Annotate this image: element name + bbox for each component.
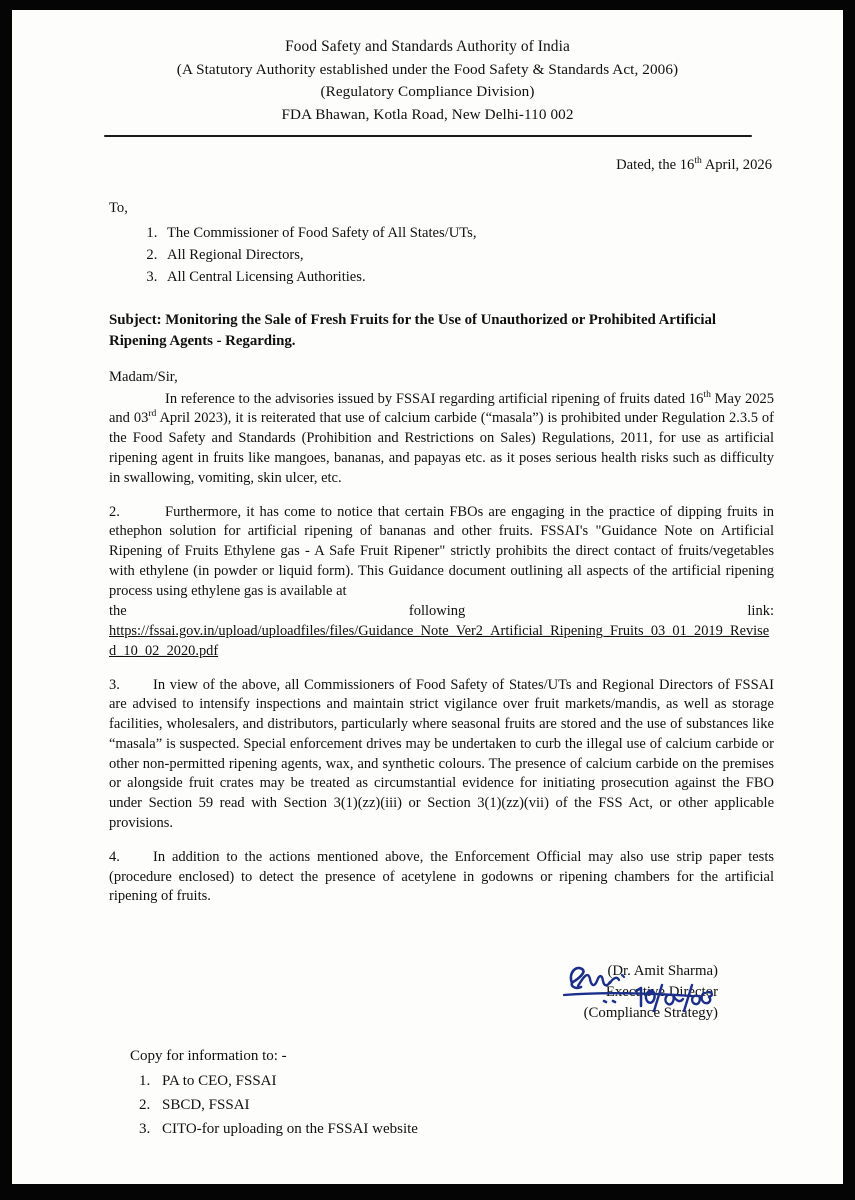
signatory-name: (Dr. Amit Sharma)	[607, 963, 718, 980]
subject-line: Subject: Monitoring the Sale of Fresh Fruits for the Use of Unauthorized or Prohibited Artificial Ripening Agents - Regarding.	[109, 312, 716, 349]
to-label: To,	[109, 200, 128, 217]
copy-for-information-title: Copy for information to: -	[130, 1048, 287, 1064]
document-page	[12, 10, 843, 1184]
date-line	[109, 156, 774, 176]
guidance-note-url-wrap[interactable]	[109, 622, 774, 661]
paragraph-4	[109, 848, 774, 907]
list-item: 3. CITO-for uploading on the FSSAI website	[154, 1117, 418, 1141]
paragraph-2-link-lead	[109, 601, 774, 622]
paragraph-2	[109, 503, 774, 602]
paragraph-1-text-b: May 2025 and 03	[109, 390, 774, 427]
statutory-authority-line: (A Statutory Authority established under the Food Safety & Standards Act, 2006)	[176, 60, 679, 78]
signatory-department: (Compliance Strategy)	[583, 1005, 718, 1022]
copy-for-information-block	[130, 1045, 418, 1141]
guidance-note-url[interactable]: https://fssai.gov.in/upload/uploadfiles/files/Guidance_Note_Ver2_Artificial_Ripening_Fruits_03_01_2019_Revised_10_02_2020.pdf	[109, 623, 770, 659]
paragraph-4-text: In addition to the actions mentioned above, the Enforcement Official may also use strip paper tests (procedure enclosed) to detect the presence of acetylene in godowns or ripening chambers for the artificial ripening of fruits.	[109, 848, 774, 905]
date-suffix: April, 2026	[701, 157, 772, 174]
paragraph-1-ordinal-a: th	[703, 388, 711, 400]
paragraph-1	[109, 390, 774, 489]
letterhead	[12, 10, 843, 126]
paragraph-1-text-c: April 2023), it is reiterated that use of calcium carbide (“masala”) is prohibited under Regulation 2.3.5 of the Food Safety and Standards (Prohibition and Restrictions on Sales) Regulations, 2011, for use as artificial ripening agent in fruits like mangoes, bananas, and papayas etc. as it poses serious health risks such as difficulty in swallowing, vomiting, skin ulcer, etc.	[109, 410, 775, 486]
paragraph-3	[109, 676, 774, 834]
list-item: 3. All Central Licensing Authorities.	[161, 266, 774, 288]
office-address: FDA Bhawan, Kotla Road, New Delhi-110 002	[281, 105, 574, 123]
paragraph-3-text: In view of the above, all Commissioners of Food Safety of States/UTs and Regional Directors of FSSAI are advised to intensify inspections and maintain strict vigilance over fruit markets/mandis, as well as storage facilities, wholesalers, and distributors, particularly where seasonal fruits are stored and the use of substances like “masala” is suspected. Special enforcement drives may be undertaken to curb the illegal use of calcium carbide or other non-permitted ripening agents, wax, and synthetic colours. The presence of calcium carbide on the premises or alongside fruit crates may be treated as circumstantial evidence for initiating prosecution against the FBO under Section 59 read with Section 3(1)(zz)(iii) or Section 3(1)(zz)(vii) of the FSS Act, or other applicable provisions.	[109, 676, 774, 831]
paragraph-4-number: 4.	[109, 848, 120, 865]
paragraph-2-text: Furthermore, it has come to notice that certain FBOs are engaging in the practice of dipping fruits in ethephon solution for artificial ripening of bananas and other fruits. FSSAI's "Guidance Note on Artificial Ripening of Fruits Ethylene gas - A Safe Fruit Ripener" strictly prohibits the direct contact of fruits/vegetables with ethylene (in powder or liquid form). This Guidance document outlining all aspects of the artificial ripening process using ethylene gas is available at	[109, 503, 774, 599]
division-name: (Regulatory Compliance Division)	[320, 83, 535, 101]
list-item: 1. The Commissioner of Food Safety of All States/UTs,	[161, 222, 774, 244]
salutation: Madam/Sir,	[109, 368, 178, 385]
copy-for-information-list	[130, 1069, 418, 1142]
header-divider	[104, 135, 752, 137]
paragraph-3-number: 3.	[109, 676, 120, 693]
date-ordinal-suffix: th	[694, 155, 702, 167]
link-lead-the: the	[109, 603, 127, 620]
paragraph-1-text-a: In reference to the advisories issued by FSSAI regarding artificial ripening of fruits dated 16	[165, 390, 704, 407]
signatory-designation: Executive Director	[605, 984, 718, 1001]
paragraph-1-ordinal-b: rd	[148, 408, 157, 420]
link-lead-following: following	[408, 603, 466, 620]
list-item: 2. All Regional Directors,	[161, 244, 774, 266]
addressee-list	[109, 222, 774, 289]
date-prefix: Dated, the 16	[616, 157, 695, 174]
list-item: 1. PA to CEO, FSSAI	[154, 1069, 418, 1093]
paragraph-2-number: 2.	[109, 503, 120, 520]
organization-name: Food Safety and Standards Authority of India	[285, 38, 570, 55]
link-lead-link: link:	[747, 603, 774, 620]
list-item: 2. SBCD, FSSAI	[154, 1093, 418, 1117]
